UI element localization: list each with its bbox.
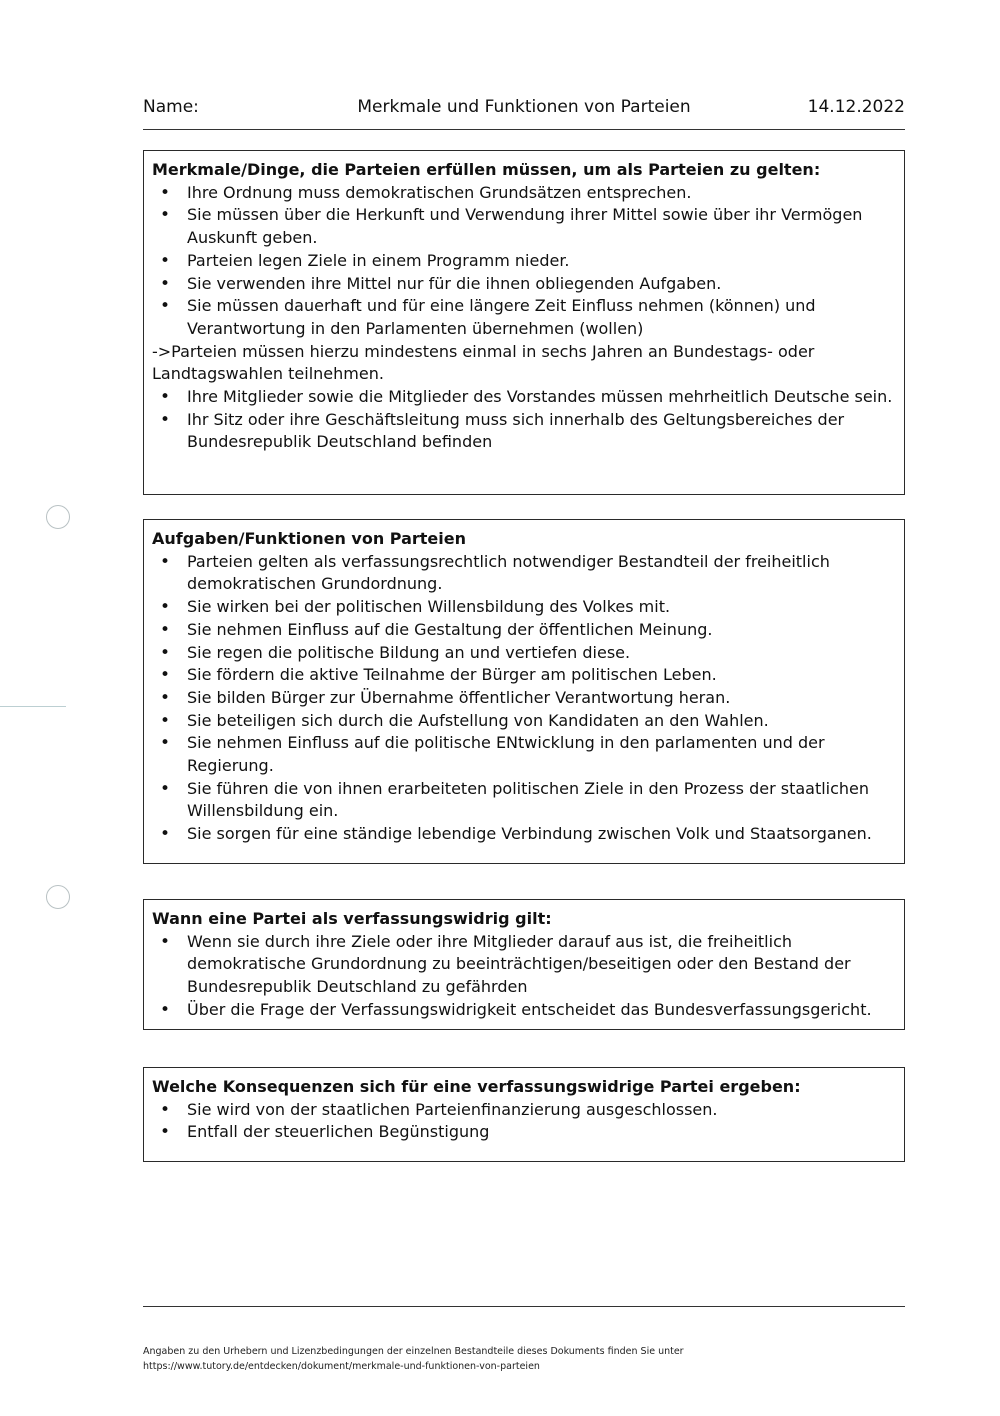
footer: [143, 1344, 905, 1374]
list-item: • Sie verwenden ihre Mittel nur für die ihnen obliegenden Aufgaben.: [152, 273, 896, 296]
list-item: • Ihre Mitglieder sowie die Mitglieder des Vorstandes müssen mehrheitlich Deutsche sein.: [152, 386, 896, 409]
section-konsequenzen: [143, 1067, 905, 1162]
list-item: • Parteien legen Ziele in einem Programm nieder.: [152, 250, 896, 273]
section-title: Welche Konsequenzen sich für eine verfassungswidrige Partei ergeben:: [152, 1077, 801, 1096]
list-item: • Parteien gelten als verfassungsrechtlich notwendiger Bestandteil der freiheitlich demokratischen Grundordnung.: [152, 551, 896, 596]
list-item: • Über die Frage der Verfassungswidrigkeit entscheidet das Bundesverfassungsgericht.: [152, 999, 896, 1022]
list-item: • Sie fördern die aktive Teilnahme der Bürger am politischen Leben.: [152, 664, 896, 687]
binder-hole: [46, 885, 70, 909]
bullet-list: [152, 386, 896, 454]
bullet-list: [152, 931, 896, 1022]
page-header: [143, 96, 905, 130]
list-item: • Ihre Ordnung muss demokratischen Grundsätzen entsprechen.: [152, 182, 896, 205]
section-merkmale: [143, 150, 905, 495]
list-item: • Sie wirken bei der politischen Willensbildung des Volkes mit.: [152, 596, 896, 619]
section-verfassungswidrig: [143, 899, 905, 1030]
list-item: • Sie nehmen Einfluss auf die Gestaltung der öffentlichen Meinung.: [152, 619, 896, 642]
list-item: • Sie regen die politische Bildung an und vertiefen diese.: [152, 642, 896, 665]
list-item: • Sie müssen dauerhaft und für eine längere Zeit Einfluss nehmen (können) und Verantwortung in den Parlamenten übernehmen (wollen): [152, 295, 896, 340]
list-item: • Sie müssen über die Herkunft und Verwendung ihrer Mittel sowie über ihr Vermögen Auskunft geben.: [152, 204, 896, 249]
document-date: 14.12.2022: [807, 97, 905, 117]
list-item: • Wenn sie durch ihre Ziele oder ihre Mitglieder darauf aus ist, die freiheitlich demokratische Grundordnung zu beeinträchtigen/beseitigen oder den Bestand der Bundesrepublik Deutschland zu gefährden: [152, 931, 896, 999]
section-title: Wann eine Partei als verfassungswidrig gilt:: [152, 909, 552, 928]
list-item: • Sie nehmen Einfluss auf die politische ENtwicklung in den parlamenten und der Regierung.: [152, 732, 896, 777]
section-note: ->Parteien müssen hierzu mindestens einmal in sechs Jahren an Bundestags- oder Landtagswahlen teilnehmen.: [152, 341, 815, 384]
document-title: Merkmale und Funktionen von Parteien: [357, 97, 691, 117]
bullet-list: [152, 182, 896, 341]
footer-divider: [143, 1306, 905, 1307]
footer-link[interactable]: https://www.tutory.de/entdecken/dokument/merkmale-und-funktionen-von-parteien: [143, 1361, 540, 1372]
section-title: Aufgaben/Funktionen von Parteien: [152, 529, 466, 548]
list-item: • Sie wird von der staatlichen Parteienfinanzierung ausgeschlossen.: [152, 1099, 896, 1122]
footer-license-text: Angaben zu den Urhebern und Lizenzbedingungen der einzelnen Bestandteile dieses Dokuments finden Sie unter: [143, 1346, 684, 1357]
section-aufgaben: [143, 519, 905, 864]
fold-mark: [0, 706, 66, 707]
list-item: • Ihr Sitz oder ihre Geschäftsleitung muss sich innerhalb des Geltungsbereiches der Bundesrepublik Deutschland befinden: [152, 409, 896, 454]
binder-hole: [46, 505, 70, 529]
list-item: • Sie sorgen für eine ständige lebendige Verbindung zwischen Volk und Staatsorganen.: [152, 823, 896, 846]
bullet-list: [152, 1099, 896, 1144]
list-item: • Sie beteiligen sich durch die Aufstellung von Kandidaten an den Wahlen.: [152, 710, 896, 733]
section-title: Merkmale/Dinge, die Parteien erfüllen müssen, um als Parteien zu gelten:: [152, 160, 821, 179]
name-label: Name:: [143, 97, 199, 117]
list-item: • Entfall der steuerlichen Begünstigung: [152, 1121, 896, 1144]
list-item: • Sie führen die von ihnen erarbeiteten politischen Ziele in den Prozess der staatlichen Willensbildung ein.: [152, 778, 896, 823]
list-item: • Sie bilden Bürger zur Übernahme öffentlicher Verantwortung heran.: [152, 687, 896, 710]
bullet-list: [152, 551, 896, 846]
